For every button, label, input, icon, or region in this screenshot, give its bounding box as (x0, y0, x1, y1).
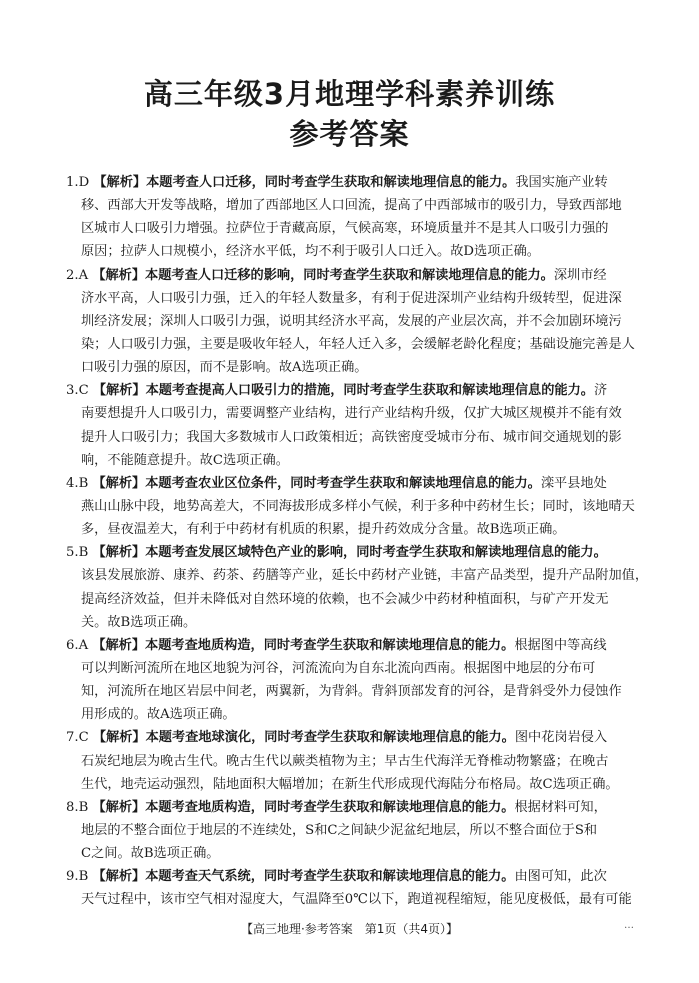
answer-text: 天气过程中，该市空气相对湿度大，气温降至0℃以下，跑道视程缩短，能见度极低，最有可能 (81, 892, 632, 908)
answer-text: 口吸引力强的原因，而不是影响。故A选项正确。 (81, 360, 368, 376)
answer-text: 响，不能随意提升。故C选项正确。 (81, 452, 289, 468)
answer-number: 7.C (66, 730, 93, 746)
answer-lead: 【解析】本题考查地球演化，同时考查学生获取和解读地理信息的能力。 (92, 730, 515, 746)
answer-text: 图中花岗岩侵入 (514, 730, 608, 746)
answer-lead: 【解析】本题考查人口迁移，同时考查学生获取和解读地理信息的能力。 (93, 175, 516, 190)
answer-text: 燕山山脉中段，地势高差大，不同海拔形成多样小气候，利于多种中药材生长；同时，该地晴天 (81, 498, 635, 514)
answer-text: 提高经济效益，但并未降低对自然环境的依赖，也不会减少中药材种植面积，与矿产开发无 (81, 591, 609, 607)
answer-text: 石炭纪地层为晚古生代。晚古生代以蕨类植物为主；早古生代海洋无脊椎动物繁盛；在晚古 (81, 753, 609, 769)
answer-text: 圳经济发展；深圳人口吸引力强，说明其经济水平高，发展的产业层次高，并不会加剧环境污 (81, 313, 622, 329)
answer-item (66, 634, 640, 727)
answer-line (66, 287, 640, 310)
answer-line (66, 541, 640, 564)
answer-line (66, 518, 640, 541)
answer-line (66, 703, 640, 726)
answer-line (66, 402, 640, 425)
answer-text: 染；人口吸引力强，主要是吸收年轻人，年轻人迁入多，会缓解老龄化程度；基础设施完善是人 (81, 336, 635, 352)
answer-line (66, 657, 640, 680)
answer-item (66, 264, 640, 380)
answer-item (66, 726, 640, 795)
answer-line (66, 171, 640, 194)
page-footer: 【高三地理·参考答案 第1页（共4页）】 (240, 922, 459, 936)
answer-text: 深圳市经 (553, 267, 607, 283)
answer-text: 地层的不整合面位于地层的不连续处，S和C之间缺少泥盆纪地层，所以不整合面位于S和 (81, 822, 598, 838)
answer-line (66, 310, 640, 333)
answer-line (66, 449, 640, 472)
answer-line (66, 564, 649, 587)
answer-line (66, 611, 640, 634)
page-title: 高三年级3月地理学科素养训练 (143, 77, 556, 111)
answer-line (66, 819, 640, 842)
answer-line (66, 680, 640, 703)
answer-number: 5.B (66, 545, 93, 561)
answer-number: 9.B (66, 869, 93, 885)
answer-line (66, 865, 640, 888)
answer-text: 由图可知，此次 (514, 869, 607, 885)
answer-text: 该县发展旅游、康养、药茶、药膳等产业，延长中药材产业链，丰富产品类型，提升产品附加值， (81, 568, 649, 584)
answer-line (66, 194, 640, 217)
answer-line (66, 426, 640, 449)
answer-text: 关。故B选项正确。 (81, 614, 197, 630)
answer-line (66, 379, 640, 402)
answer-line (66, 264, 640, 287)
page-subtitle: 参考答案 (289, 117, 410, 151)
answer-text: 原因；拉萨人口规模小，经济水平低，均不利于吸引人口迁入。故D选项正确。 (81, 244, 540, 260)
answer-line (66, 217, 640, 240)
answer-lead: 【解析】本题考查提高人口吸引力的措施，同时考查学生获取和解读地理信息的能力。 (92, 383, 594, 399)
answer-line (66, 588, 640, 611)
answer-text: 多，昼夜温差大，有利于中药材有机质的积累，提升药效成分含量。故B选项正确。 (81, 522, 566, 538)
answer-text: 济 (594, 383, 608, 399)
answer-line (66, 472, 640, 495)
answer-lead: 【解析】本题考查农业区位条件，同时考查学生获取和解读地理信息的能力。 (92, 475, 541, 491)
answer-item (66, 171, 640, 264)
answer-item (66, 865, 640, 911)
answer-number: 4.B (66, 475, 93, 491)
answer-text: 济水平高，人口吸引力强，迁入的年轻人数量多，有利于促进深圳产业结构升级转型，促进深 (81, 290, 622, 306)
answer-line (66, 888, 640, 911)
answer-line (66, 842, 640, 865)
answer-text: 区城市人口吸引力增强。拉萨位于青藏高原，气候高寒，环境质量并不是其人口吸引力强的 (81, 221, 609, 237)
answer-line (66, 726, 640, 749)
answer-line (66, 796, 640, 819)
answer-text: 用形成的。故A选项正确。 (81, 707, 236, 723)
answer-lead: 【解析】本题考查地质构造，同时考查学生获取和解读地理信息的能力。 (92, 799, 515, 815)
answer-item (66, 379, 640, 472)
answer-text: 根据材料可知， (514, 799, 607, 815)
answer-item (66, 796, 640, 865)
answer-text: 生代，地壳运动强烈，陆地面积大幅增加；在新生代形成现代海陆分布格局。故C选项正确。 (81, 776, 619, 792)
answer-lead: 【解析】本题考查地质构造，同时考查学生获取和解读地理信息的能力。 (92, 637, 515, 653)
answer-number: 6.A (66, 637, 93, 653)
answer-list (66, 171, 649, 912)
answer-number: 8.B (66, 799, 93, 815)
answer-lead: 【解析】本题考查发展区域特色产业的影响，同时考查学生获取和解读地理信息的能力。 (92, 545, 607, 561)
answer-line (66, 356, 640, 379)
answer-text: 根据图中等高线 (514, 637, 607, 653)
answer-number: 3.C (66, 383, 93, 399)
answer-item (66, 541, 649, 634)
answer-text: 提升人口吸引力；我国大多数城市人口政策相近；高铁密度受城市分布、城市间交通规划的影 (81, 429, 622, 445)
answer-line (66, 634, 640, 657)
answer-line (66, 773, 640, 796)
answer-text: 我国实施产业转 (515, 175, 608, 190)
answer-lead: 【解析】本题考查天气系统，同时考查学生获取和解读地理信息的能力。 (92, 869, 515, 885)
answer-text: 滦平县地处 (540, 475, 607, 491)
answer-line (66, 750, 640, 773)
answer-lead: 【解析】本题考查人口迁移的影响，同时考查学生获取和解读地理信息的能力。 (92, 267, 554, 283)
answer-line (66, 333, 640, 356)
answer-line (66, 240, 640, 263)
answer-text: C之间。故B选项正确。 (81, 846, 220, 862)
answer-item (66, 472, 640, 541)
answer-number: 1.D (66, 175, 94, 190)
answer-text: 南要想提升人口吸引力，需要调整产业结构，进行产业结构升级，仅扩大城区规模并不能有效 (81, 406, 622, 422)
answer-text: 知，河流所在地区岩层中间老，两翼新，为背斜。背斜顶部发育的河谷，是背斜受外力侵蚀作 (81, 684, 622, 700)
answer-number: 2.A (66, 267, 93, 283)
answer-text: 可以判断河流所在地区地貌为河谷，河流流向为自东北流向西南。根据图中地层的分布可 (81, 660, 596, 676)
corner-mark: … (624, 920, 634, 931)
answer-line (66, 495, 640, 518)
answer-text: 移、西部大开发等战略，增加了西部地区人口回流，提高了中西部城市的吸引力，导致西部地 (81, 198, 622, 214)
